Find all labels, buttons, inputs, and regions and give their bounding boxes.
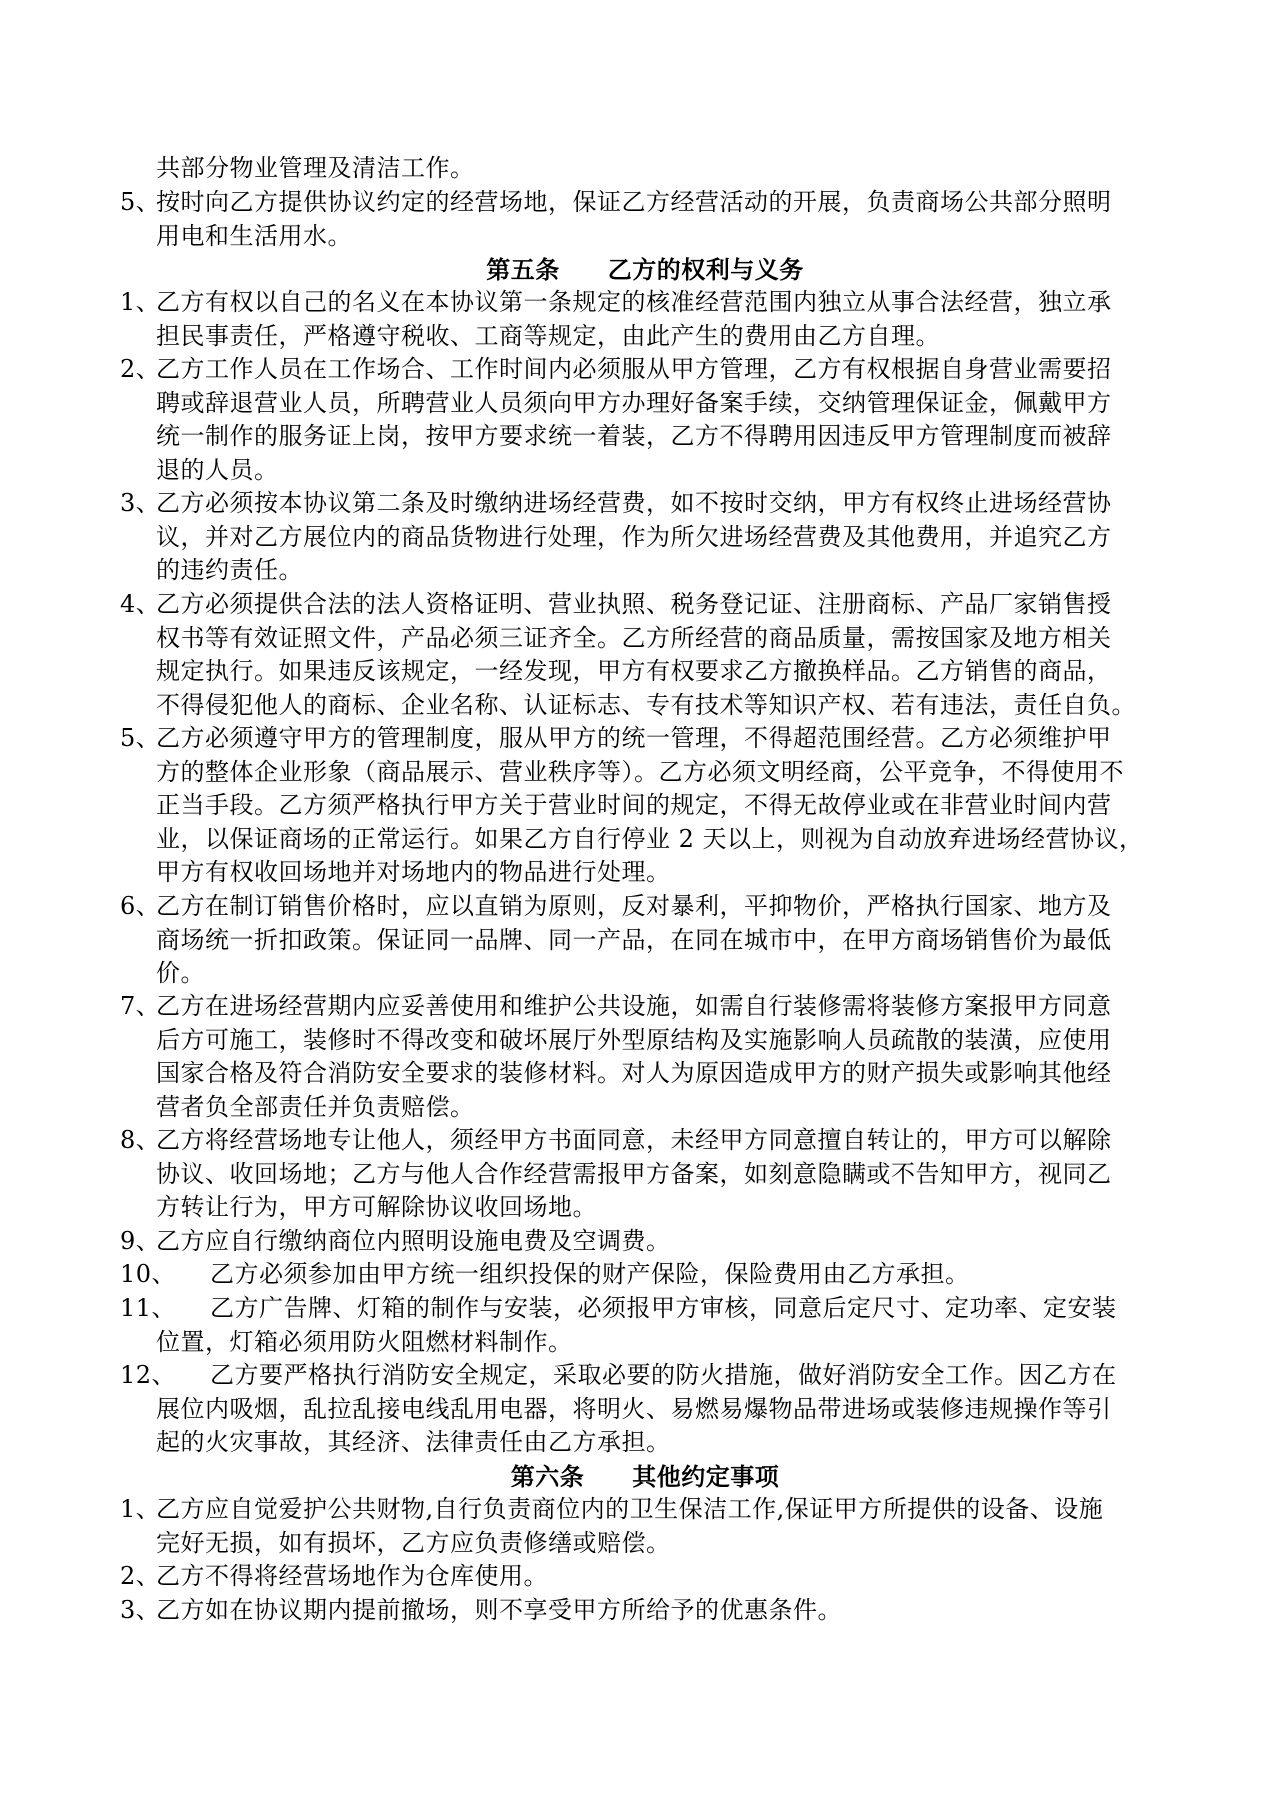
paragraph-line: 乙方不得将经营场地作为仓库使用。: [156, 1562, 548, 1590]
paragraph-line: 协议、收回场地；乙方与他人合作经营需报甲方备案，如刻意隐瞒或不告知甲方，视同乙: [156, 1159, 1112, 1188]
paragraph-line: 退的人员。: [156, 455, 279, 484]
paragraph-line: 用电和生活用水。: [156, 221, 352, 250]
item-number: 5、: [120, 188, 161, 216]
list-item: [120, 890, 1170, 991]
section-title: 其他约定事项: [632, 1462, 780, 1491]
section-number: 第五条: [486, 255, 560, 284]
paragraph-line: 方转让行为，甲方可解除协议收回场地。: [156, 1193, 597, 1221]
paragraph-line: 乙方工作人员在工作场合、工作时间内必须服从甲方管理，乙方有权根据自身营业需要招: [156, 355, 1112, 383]
paragraph-line: 乙方必须遵守甲方的管理制度，服从甲方的统一管理，不得超范围经营。乙方必须维护甲: [156, 724, 1112, 752]
list-item: [120, 286, 1170, 353]
paragraph-line: 不得侵犯他人的商标、企业名称、认证标志、专有技术等知识产权、若有违法，责任自负。: [156, 690, 1136, 719]
paragraph-line: 按时向乙方提供协议约定的经营场地，保证乙方经营活动的开展，负责商场公共部分照明: [156, 188, 1112, 216]
list-item: [120, 353, 1170, 487]
item-number: 6、: [120, 892, 161, 920]
list-item: [120, 487, 1170, 588]
paragraph-line: 起的火灾事故，其经济、法律责任由乙方承担。: [156, 1428, 671, 1456]
paragraph-line: 后方可施工，装修时不得改变和破坏展厅外型原结构及实施影响人员疏散的装潢，应使用: [156, 1025, 1112, 1054]
paragraph-line: 国家合格及符合消防安全要求的装修材料。对人为原因造成甲方的财产损失或影响其他经: [156, 1059, 1112, 1087]
paragraph-line: 正当手段。乙方须严格执行甲方关于营业时间的规定，不得无故停业或在非营业时间内营: [156, 791, 1112, 819]
list-item: [120, 1560, 1170, 1594]
paragraph-line: 乙方应自觉爱护公共财物,自行负责商位内的卫生保洁工作,保证甲方所提供的设备、设施: [156, 1495, 1104, 1523]
list-item: [120, 1594, 1170, 1628]
section-number: 第六条: [510, 1462, 585, 1491]
paragraph-line: 乙方如在协议期内提前撤场，则不享受甲方所给予的优惠条件。: [156, 1596, 842, 1624]
paragraph-line: 乙方将经营场地专让他人，须经甲方书面同意，未经甲方同意擅自转让的，甲方可以解除: [156, 1126, 1112, 1154]
item-number: 5、: [120, 724, 161, 752]
paragraph-line: 展位内吸烟，乱拉乱接电线乱用电器，将明火、易燃易爆物品带进场或装修违规操作等引: [156, 1394, 1112, 1423]
list-item: [120, 990, 1170, 1124]
paragraph-line: 权书等有效证照文件，产品必须三证齐全。乙方所经营的商品质量，需按国家及地方相关: [156, 623, 1112, 652]
paragraph-line: 乙方广告牌、灯箱的制作与安装，必须报甲方审核，同意后定尺寸、定功率、定安装: [210, 1294, 1117, 1322]
paragraph-line: 甲方有权收回场地并对场地内的物品进行处理。: [156, 858, 671, 886]
paragraph-line: 乙方在制订销售价格时，应以直销为原则，反对暴利，平抑物价，严格执行国家、地方及: [156, 892, 1112, 920]
paragraph-line: 乙方应自行缴纳商位内照明设施电费及空调费。: [156, 1227, 671, 1255]
list-item: [120, 1292, 1170, 1359]
list-item: [120, 1225, 1170, 1259]
paragraph-line: 完好无损，如有损坏，乙方应负责修缮或赔偿。: [156, 1528, 671, 1557]
continuation-paragraph: [120, 152, 1170, 186]
paragraph-line: 担民事责任，严格遵守税收、工商等规定，由此产生的费用由乙方自理。: [156, 321, 940, 350]
paragraph-line: 乙方必须参加由甲方统一组织投保的财产保险，保险费用由乙方承担。: [210, 1260, 970, 1288]
list-item: [120, 1124, 1170, 1225]
list-item: [120, 722, 1170, 890]
paragraph-line: 聘或辞退营业人员，所聘营业人员须向甲方办理好备案手续，交纳管理保证金，佩戴甲方: [156, 388, 1112, 417]
section-title: 乙方的权利与义务: [607, 255, 804, 284]
paragraph-line: 营者负全部责任并负责赔偿。: [156, 1092, 475, 1121]
paragraph-line: 业，以保证商场的正常运行。如果乙方自行停业 2 天以上，则视为自动放弃进场经营协议，: [156, 824, 1144, 853]
list-item: [120, 1493, 1170, 1560]
item-number: 10、: [120, 1260, 177, 1288]
item-number: 11、: [120, 1294, 177, 1322]
paragraph-line: 规定执行。如果违反该规定，一经发现，甲方有权要求乙方撤换样品。乙方销售的商品，: [156, 657, 1112, 685]
paragraph-line: 方的整体企业形象（商品展示、营业秩序等）。乙方必须文明经商，公平竞争，不得使用不: [156, 757, 1124, 786]
paragraph-line: 位置，灯箱必须用防火阻燃材料制作。: [156, 1327, 573, 1356]
item-number: 1、: [120, 288, 161, 316]
list-item: [120, 186, 1170, 253]
paragraph-line: 乙方必须提供合法的法人资格证明、营业执照、税务登记证、注册商标、产品厂家销售授: [156, 590, 1112, 618]
paragraph-line: 乙方有权以自己的名义在本协议第一条规定的核准经营范围内独立从事合法经营，独立承: [156, 288, 1112, 316]
item-number: 12、: [120, 1361, 177, 1389]
paragraph-line: 议，并对乙方展位内的商品货物进行处理，作为所欠进场经营费及其他费用，并追究乙方: [156, 522, 1112, 551]
paragraph-line: 商场统一折扣政策。保证同一品牌、同一产品，在同在城市中，在甲方商场销售价为最低: [156, 925, 1112, 954]
paragraph-line: 乙方要严格执行消防安全规定，采取必要的防火措施，做好消防安全工作。因乙方在: [210, 1361, 1117, 1389]
item-number: 8、: [120, 1126, 161, 1154]
item-number: 2、: [120, 1562, 161, 1590]
paragraph-line: 乙方必须按本协议第二条及时缴纳进场经营费，如不按时交纳，甲方有权终止进场经营协: [156, 489, 1112, 517]
item-number: 3、: [120, 489, 161, 517]
paragraph-line: 共部分物业管理及清洁工作。: [156, 154, 475, 182]
paragraph-line: 乙方在进场经营期内应妥善使用和维护公共设施，如需自行装修需将装修方案报甲方同意: [156, 992, 1112, 1020]
paragraph-line: 的违约责任。: [156, 556, 303, 584]
paragraph-line: 统一制作的服务证上岗，按甲方要求统一着装，乙方不得聘用因违反甲方管理制度而被辞: [156, 422, 1112, 450]
list-item: [120, 1359, 1170, 1460]
paragraph-line: 价。: [156, 959, 205, 987]
list-item: [120, 1258, 1170, 1292]
item-number: 4、: [120, 590, 161, 618]
item-number: 3、: [120, 1596, 161, 1624]
section-heading: [120, 253, 1170, 287]
section-heading: [120, 1460, 1170, 1494]
item-number: 1、: [120, 1495, 161, 1523]
item-number: 7、: [120, 992, 161, 1020]
list-item: [120, 588, 1170, 722]
item-number: 9、: [120, 1227, 161, 1255]
item-number: 2、: [120, 355, 161, 383]
